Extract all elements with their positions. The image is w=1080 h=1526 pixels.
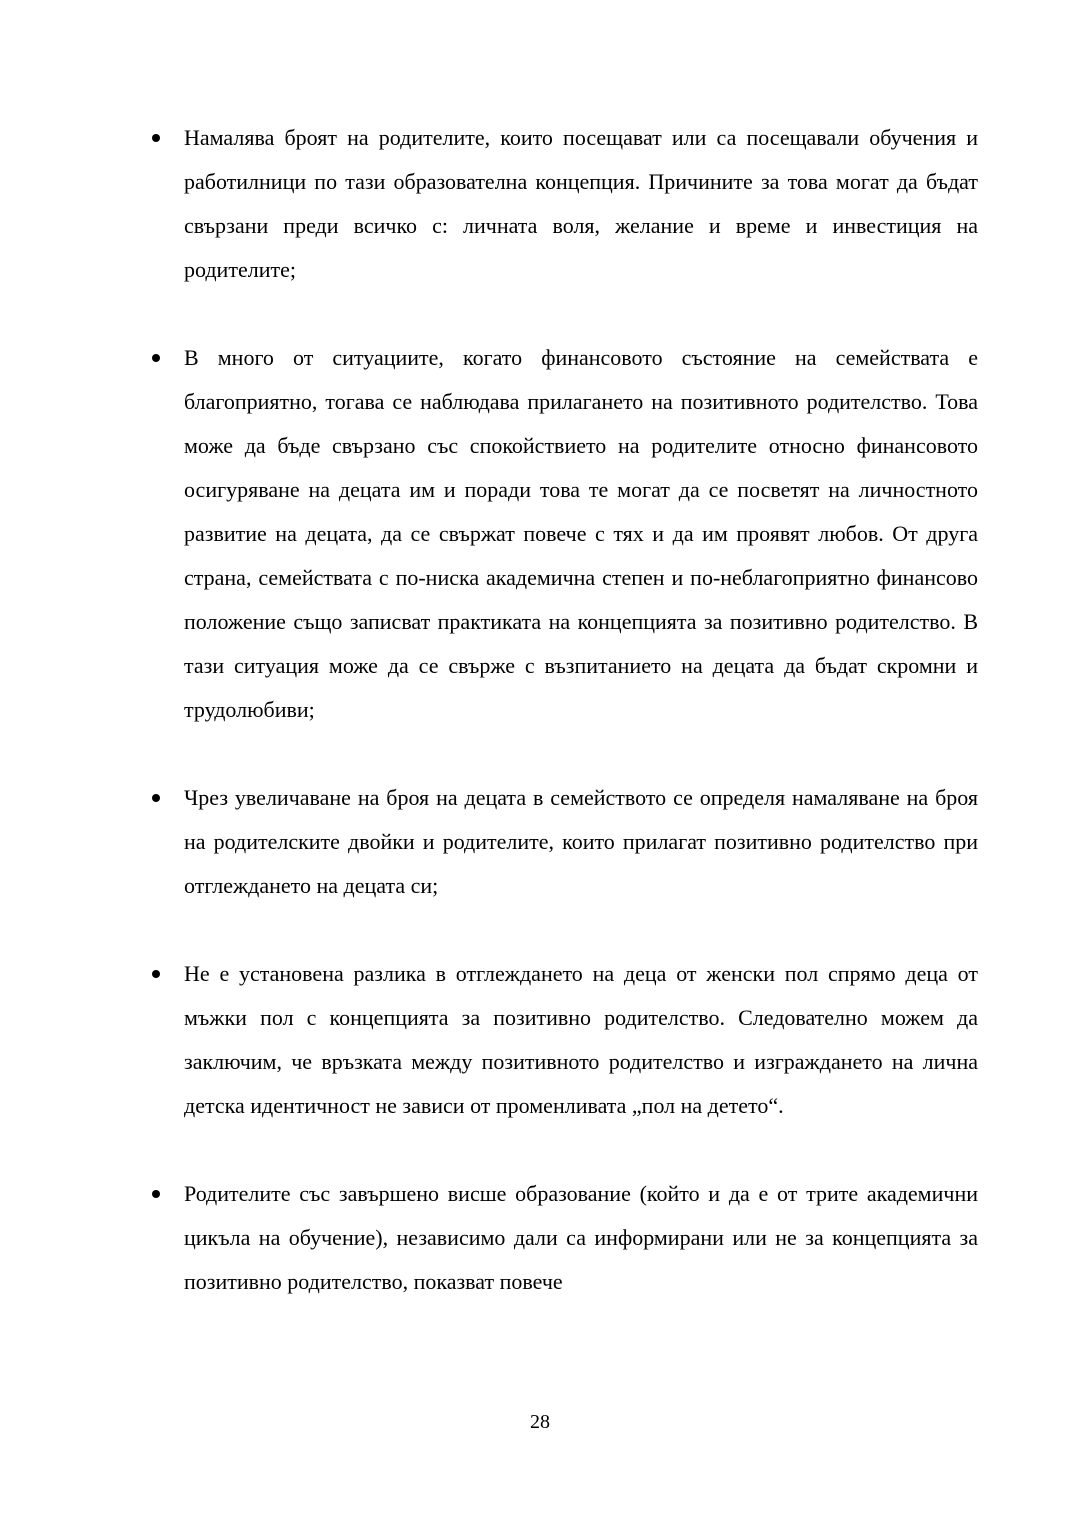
list-item-text: Намалява броят на родителите, които посещават или са посещавали обучения и работилници по тази образователна концепция. Причините за това могат да бъдат свързани преди всичко с: личната воля, желание и време и инвестиция на родителите; [184,125,978,282]
bullet-icon [152,354,160,362]
page-number: 28 [530,1411,550,1433]
list-item [184,776,978,908]
bullet-icon [152,134,160,142]
list-item-text: Родителите със завършено висше образование (който и да е от трите академични цикъла на обучение), независимо дали са информирани или не за концепцията за позитивно родителство, показват повече [184,1181,978,1294]
list-item-text: Не е установена разлика в отглеждането на деца от женски пол спрямо деца от мъжки пол с концепцията за позитивно родителство. Следователно можем да заключим, че връзката между позитивното родителство и изграждането на лична детска идентичност не зависи от променливата „пол на детето“. [184,961,978,1118]
bullet-icon [152,970,160,978]
list-item [184,336,978,732]
bullet-list [184,116,978,1304]
list-item-text: В много от ситуациите, когато финансовото състояние на семействата е благоприятно, тогава се наблюдава прилагането на позитивното родителство. Това може да бъде свързано със спокойствието на родителите относно финансовото осигуряване на децата им и поради това те могат да се посветят на личностното развитие на децата, да се свържат повече с тях и да им проявят любов. От друга страна, семействата с по-ниска академична степен и по-неблагоприятно финансово положение също записват практиката на концепцията за позитивно родителство. В тази ситуация може да се свърже с възпитанието на децата да бъдат скромни и трудолюбиви; [184,345,978,722]
list-item-text: Чрез увеличаване на броя на децата в семейството се определя намаляване на броя на родителските двойки и родителите, които прилагат позитивно родителство при отглеждането на децата си; [184,785,978,898]
list-item [184,1172,978,1304]
list-item [184,952,978,1128]
bullet-icon [152,794,160,802]
list-item [184,116,978,292]
bullet-icon [152,1190,160,1198]
